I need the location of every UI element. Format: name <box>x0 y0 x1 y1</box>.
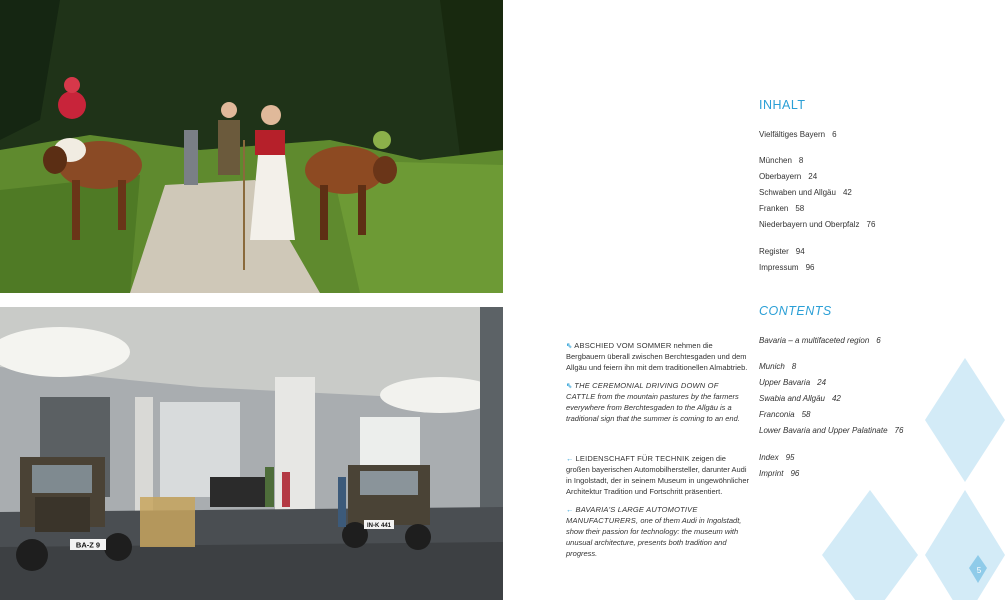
arrow-up-left-icon: ⇖ <box>566 341 573 350</box>
alpine-cattle-drive-photo-icon <box>0 0 503 293</box>
toc-entry[interactable] <box>759 378 826 387</box>
toc-entry[interactable] <box>759 204 804 213</box>
toc-entry-title: Upper Bavaria <box>759 378 811 387</box>
caption-bottom-english <box>566 505 750 560</box>
caption-text: nehmen die Bergbauern überall zwischen Berchtesgaden und dem Allgäu und feiern ihn mit dem traditionellen Almabtrieb. <box>566 341 748 372</box>
toc-entry[interactable] <box>759 336 881 345</box>
toc-entry-title: Lower Bavaria and Upper Palatinate <box>759 426 888 435</box>
toc-entry-title: Niederbayern und Oberpfalz <box>759 220 860 229</box>
toc-entry-title: Bavaria – a multifaceted region <box>759 336 870 345</box>
caption-lead: LEIDENSCHAFT FÜR TECHNIK <box>575 454 690 463</box>
toc-entry-page: 95 <box>785 453 795 462</box>
toc-entry[interactable] <box>759 410 810 419</box>
toc-entry-title: München <box>759 156 792 165</box>
toc-entry-title: Oberbayern <box>759 172 802 181</box>
caption-text: from the mountain pastures by the farmers everywhere from Berchtesgaden to the Allgäu is a traditional sign that the summer is coming to an end. <box>566 391 740 423</box>
caption-text: one of them Audi in Ingolstadt, show their passion for technology: the museum with unusual architecture, presents both tradition and progress. <box>566 515 742 558</box>
toc-entry-page: 42 <box>842 188 852 197</box>
toc-entry-page: 8 <box>791 362 797 371</box>
toc-entry-title: Index <box>759 453 779 462</box>
toc-entry-page: 76 <box>866 220 876 229</box>
toc-entry-page: 96 <box>805 263 815 272</box>
toc-entry-title: Schwaben und Allgäu <box>759 188 836 197</box>
toc-heading-german: INHALT <box>759 98 806 112</box>
toc-entry-title: Vielfältiges Bayern <box>759 130 826 139</box>
audi-museum-photo <box>0 307 503 600</box>
caption-lead: THE CEREMONIAL DRIVING DOWN OF CATTLE <box>566 381 719 401</box>
license-plate-right: IN-K 441 <box>366 523 392 529</box>
toc-entry-title: Swabia and Allgäu <box>759 394 825 403</box>
toc-heading-english: CONTENTS <box>759 304 832 318</box>
toc-entry[interactable] <box>759 362 796 371</box>
toc-entry-title: Impressum <box>759 263 799 272</box>
toc-entry-page: 24 <box>817 378 827 387</box>
license-plate-left: BA-Z 9 <box>75 540 101 550</box>
caption-lead: ABSCHIED VOM SOMMER <box>574 341 672 350</box>
toc-entry-page: 42 <box>831 394 841 403</box>
toc-entry[interactable] <box>759 130 837 139</box>
toc-entry-title: Franconia <box>759 410 795 419</box>
toc-entry-page: 94 <box>795 247 805 256</box>
toc-entry-page: 96 <box>790 469 800 478</box>
arrow-up-left-icon: ⇖ <box>566 381 573 390</box>
caption-top-english <box>566 381 750 425</box>
toc-entry-title: Franken <box>759 204 789 213</box>
toc-entry[interactable] <box>759 263 814 272</box>
toc-entry-title: Register <box>759 247 789 256</box>
toc-entry-title: Munich <box>759 362 785 371</box>
audi-museum-photo-icon <box>0 307 503 600</box>
toc-entry-page: 6 <box>876 336 881 345</box>
toc-entry[interactable] <box>759 156 803 165</box>
toc-entry[interactable] <box>759 453 794 462</box>
toc-entry[interactable] <box>759 469 799 478</box>
toc-entry-page: 58 <box>801 410 811 419</box>
caption-text: zeigen die großen bayerischen Automobilhersteller, darunter Audi in Ingolstadt, der in seinem Museum in ungewöhnlicher Architektur Tradition und Fortschritt präsentiert. <box>566 454 750 496</box>
caption-lead: BAVARIA'S LARGE AUTOMOTIVE MANUFACTURERS, <box>566 505 698 525</box>
toc-entry-page: 24 <box>808 172 818 181</box>
toc-entry-page: 58 <box>795 204 805 213</box>
arrow-left-icon: ← <box>566 454 574 463</box>
toc-entry-page: 76 <box>894 426 904 435</box>
toc-entry[interactable] <box>759 172 817 181</box>
toc-entry-page: 6 <box>832 130 837 139</box>
arrow-left-icon: ← <box>566 505 574 514</box>
toc-entry-title: Imprint <box>759 469 784 478</box>
toc-entry[interactable] <box>759 247 805 256</box>
caption-top-german <box>566 341 750 374</box>
toc-entry[interactable] <box>759 220 875 229</box>
toc-entry-page: 8 <box>798 156 804 165</box>
toc-entry[interactable] <box>759 188 852 197</box>
cattle-drive-photo <box>0 0 503 293</box>
page-number: 5 <box>976 566 982 575</box>
caption-bottom-german <box>566 454 750 498</box>
